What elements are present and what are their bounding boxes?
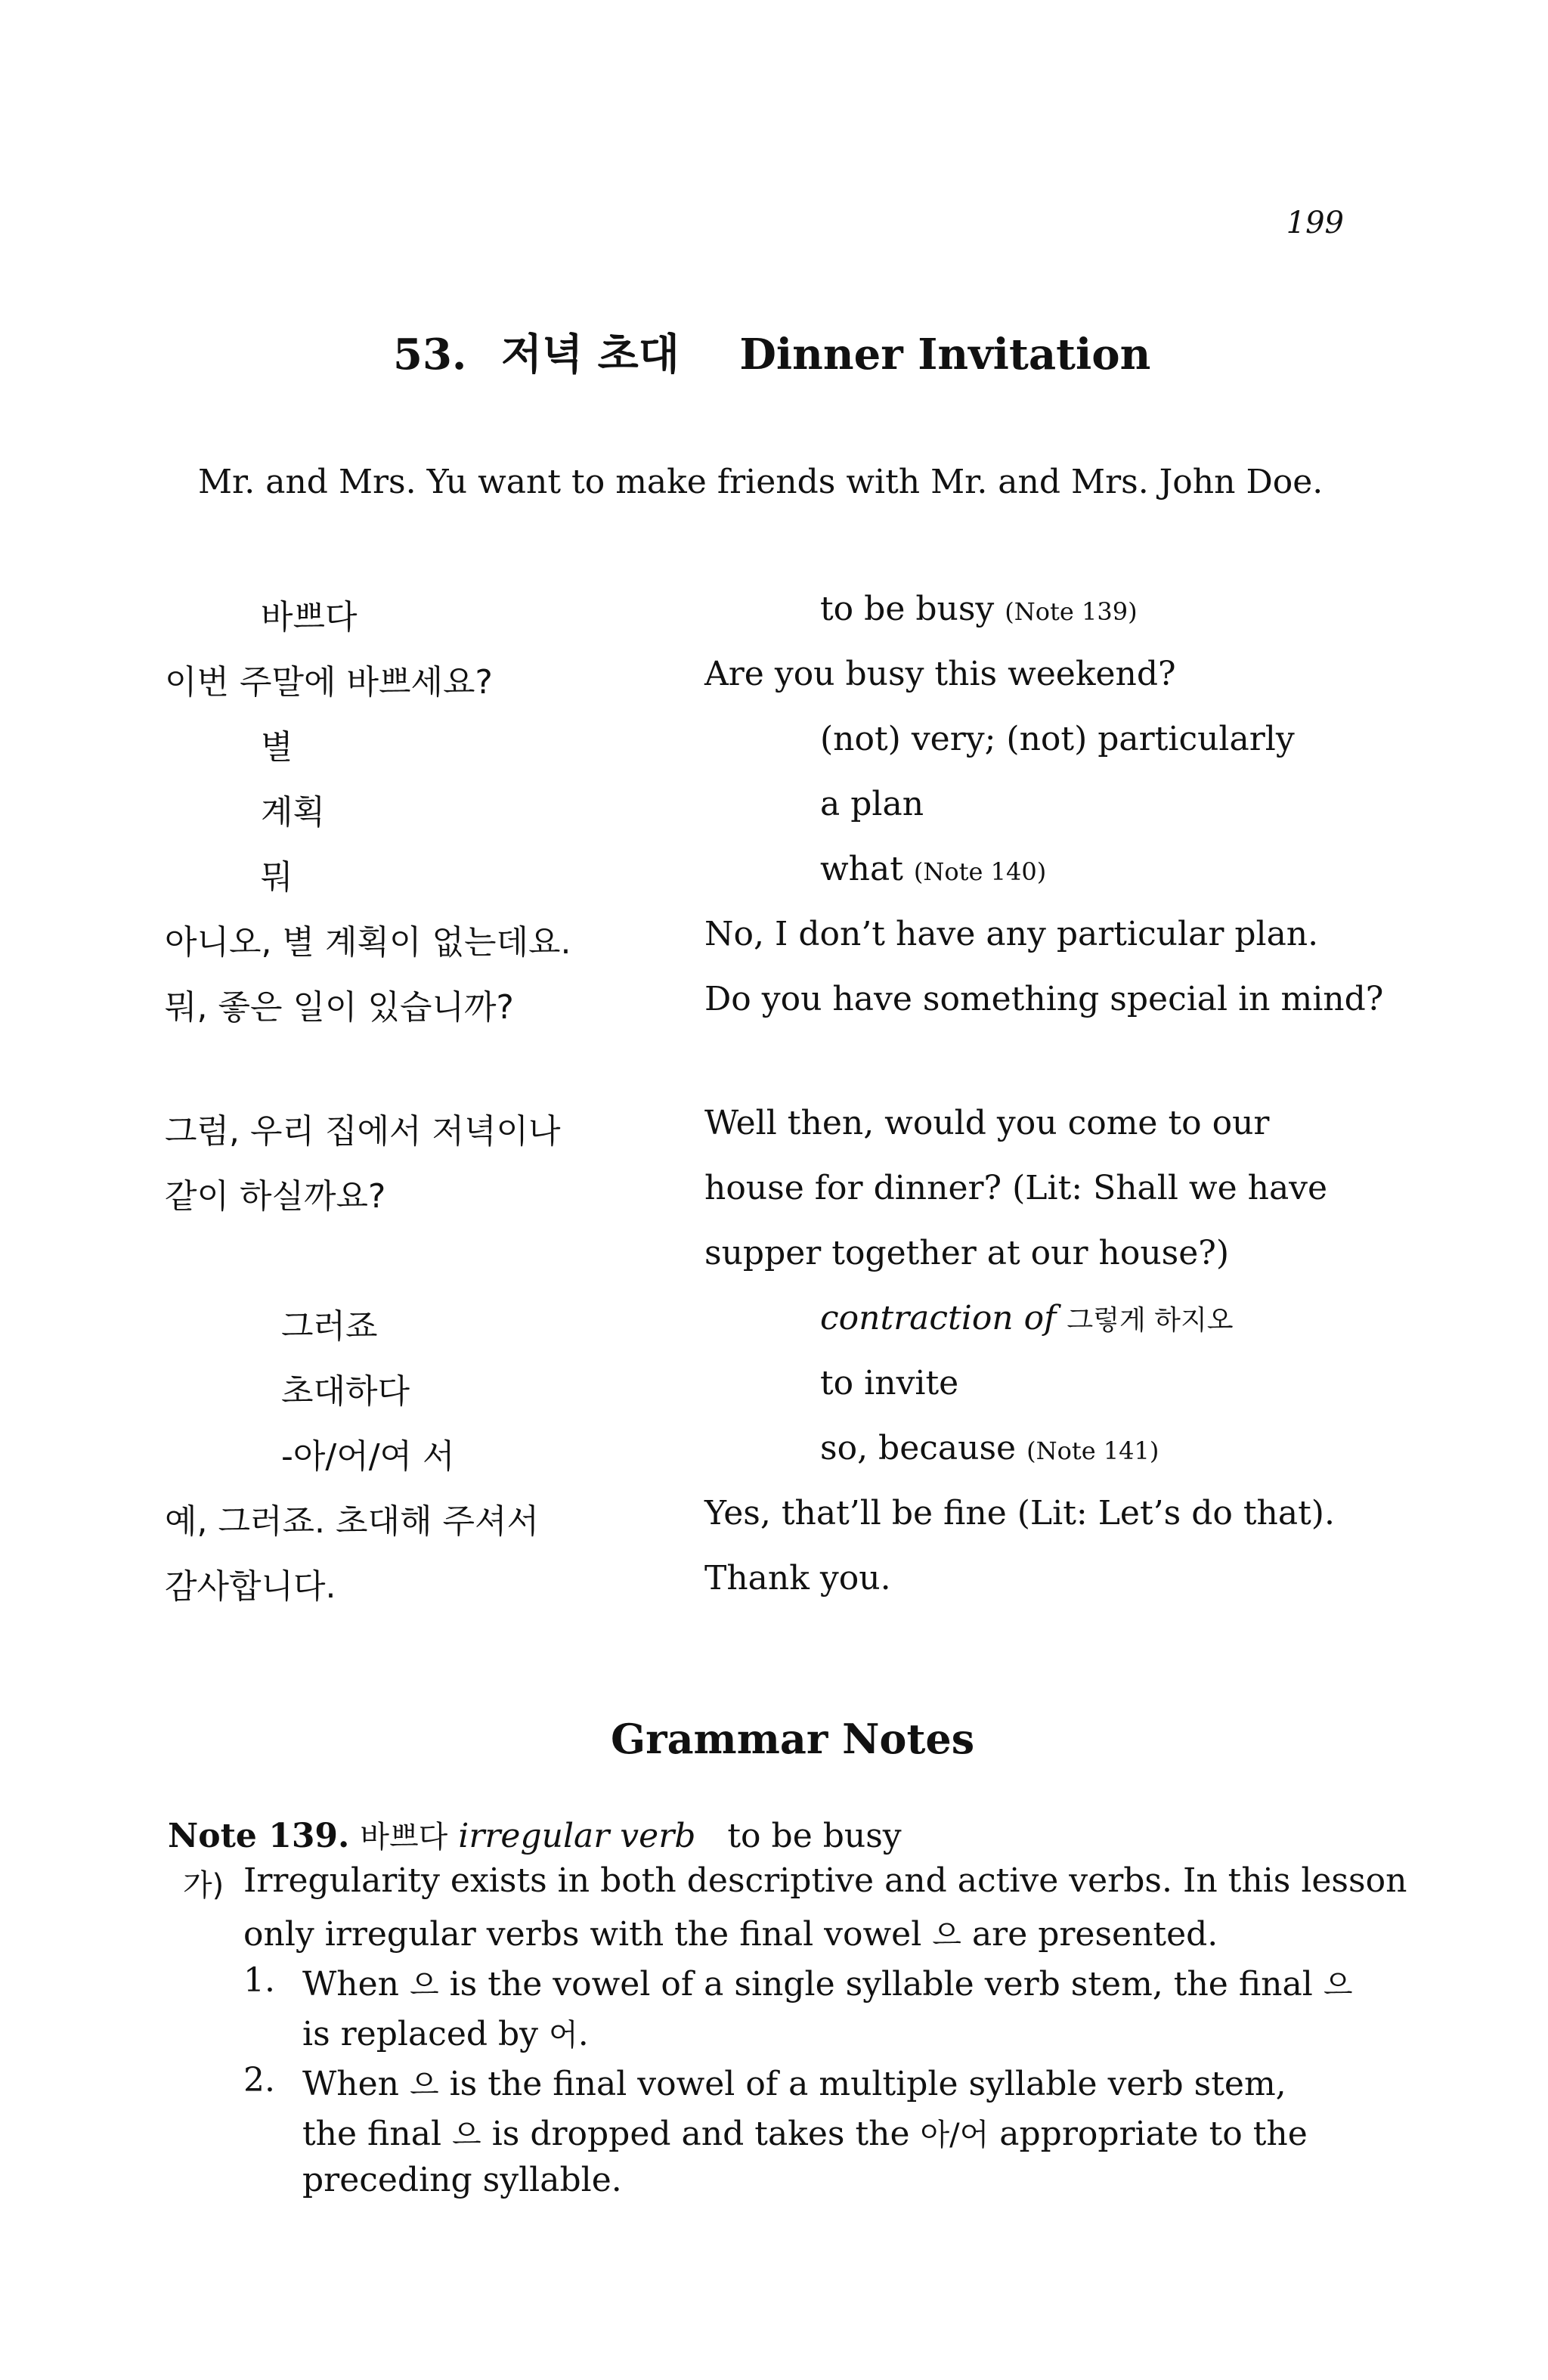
lesson-english-title: Dinner Invitation	[739, 330, 1151, 380]
dialogue-en-13: so, because (Note 141)	[820, 1429, 1159, 1467]
dialogue-en-8: Well then, would you come to our	[704, 1104, 1270, 1142]
grammar-item-line-1: Irregularity exists in both descriptive and active verbs. In this lesson	[243, 1861, 1407, 1900]
grammar-item-line-2: only irregular verbs with the final vowel 으 are presented.	[243, 1915, 1218, 1954]
dialogue-ko-15: 감사합니다.	[165, 1567, 336, 1606]
dialogue-ko-4: 계획	[261, 793, 326, 832]
dialogue-en-15: Thank you.	[704, 1559, 891, 1598]
dialogue-ko-11: 그러죠	[281, 1307, 378, 1346]
grammar-point-2-line-3: preceding syllable.	[302, 2161, 622, 2199]
dialogue-en-14: Yes, that’ll be fine (Lit: Let’s do that).	[704, 1494, 1335, 1532]
dialogue-ko-8: 그럼, 우리 집에서 저녁이나	[165, 1112, 561, 1151]
grammar-point-1-line-1: When 으 is the vowel of a single syllable verb stem, the final 으	[302, 1965, 1353, 2003]
dialogue-en-1: to be busy (Note 139)	[820, 590, 1138, 628]
lesson-title	[393, 321, 1150, 382]
dialogue-en-11: contraction of 그렇게 하지오	[820, 1299, 1234, 1337]
dialogue-en-10: supper together at our house?)	[704, 1234, 1230, 1272]
section-title: Grammar Notes	[611, 1715, 975, 1763]
dialogue-en-4: a plan	[820, 785, 924, 823]
dialogue-ko-9: 같이 하실까요?	[165, 1177, 386, 1216]
dialogue-ko-12: 초대하다	[281, 1372, 410, 1411]
dialogue-en-3: (not) very; (not) particularly	[820, 720, 1295, 758]
dialogue-en-12: to invite	[820, 1364, 959, 1402]
lesson-number: 53.	[393, 330, 467, 380]
dialogue-en-9: house for dinner? (Lit: Shall we have	[704, 1169, 1328, 1207]
dialogue-en-7: Do you have something special in mind?	[704, 980, 1384, 1018]
grammar-point-2-line-2: the final 으 is dropped and takes the 아/어 appropriate to the	[302, 2115, 1308, 2153]
lesson-korean-title: 저녁 초대	[500, 330, 680, 380]
dialogue-ko-3: 별	[261, 728, 293, 767]
dialogue-ko-1: 바쁘다	[261, 598, 358, 637]
grammar-point-2-number: 2.	[243, 2061, 275, 2100]
dialogue-en-6: No, I don’t have any particular plan.	[704, 915, 1319, 953]
page-number: 199	[1286, 206, 1344, 240]
grammar-item-marker: 가)	[183, 1868, 224, 1903]
dialogue-ko-14: 예, 그러죠. 초대해 주셔서	[165, 1502, 539, 1541]
grammar-point-2-line-1: When 으 is the final vowel of a multiple syllable verb stem,	[302, 2065, 1286, 2103]
dialogue-en-2: Are you busy this weekend?	[704, 655, 1176, 693]
dialogue-en-5: what (Note 140)	[820, 850, 1047, 888]
dialogue-ko-6: 아니오, 별 계획이 없는데요.	[165, 923, 571, 962]
grammar-point-1-number: 1.	[243, 1961, 275, 2000]
dialogue-ko-2: 이번 주말에 바쁘세요?	[165, 663, 493, 702]
grammar-point-1-line-2: is replaced by 어.	[302, 2015, 589, 2053]
dialogue-ko-5: 뭐	[261, 858, 293, 897]
dialogue-ko-7: 뭐, 좋은 일이 있습니까?	[165, 988, 514, 1027]
intro-text: Mr. and Mrs. Yu want to make friends with Mr. and Mrs. John Doe.	[198, 463, 1324, 501]
dialogue-ko-13: -아/어/여 서	[281, 1437, 455, 1476]
grammar-note-heading: Note 139. 바쁘다 irregular verb to be busy	[168, 1817, 902, 1855]
